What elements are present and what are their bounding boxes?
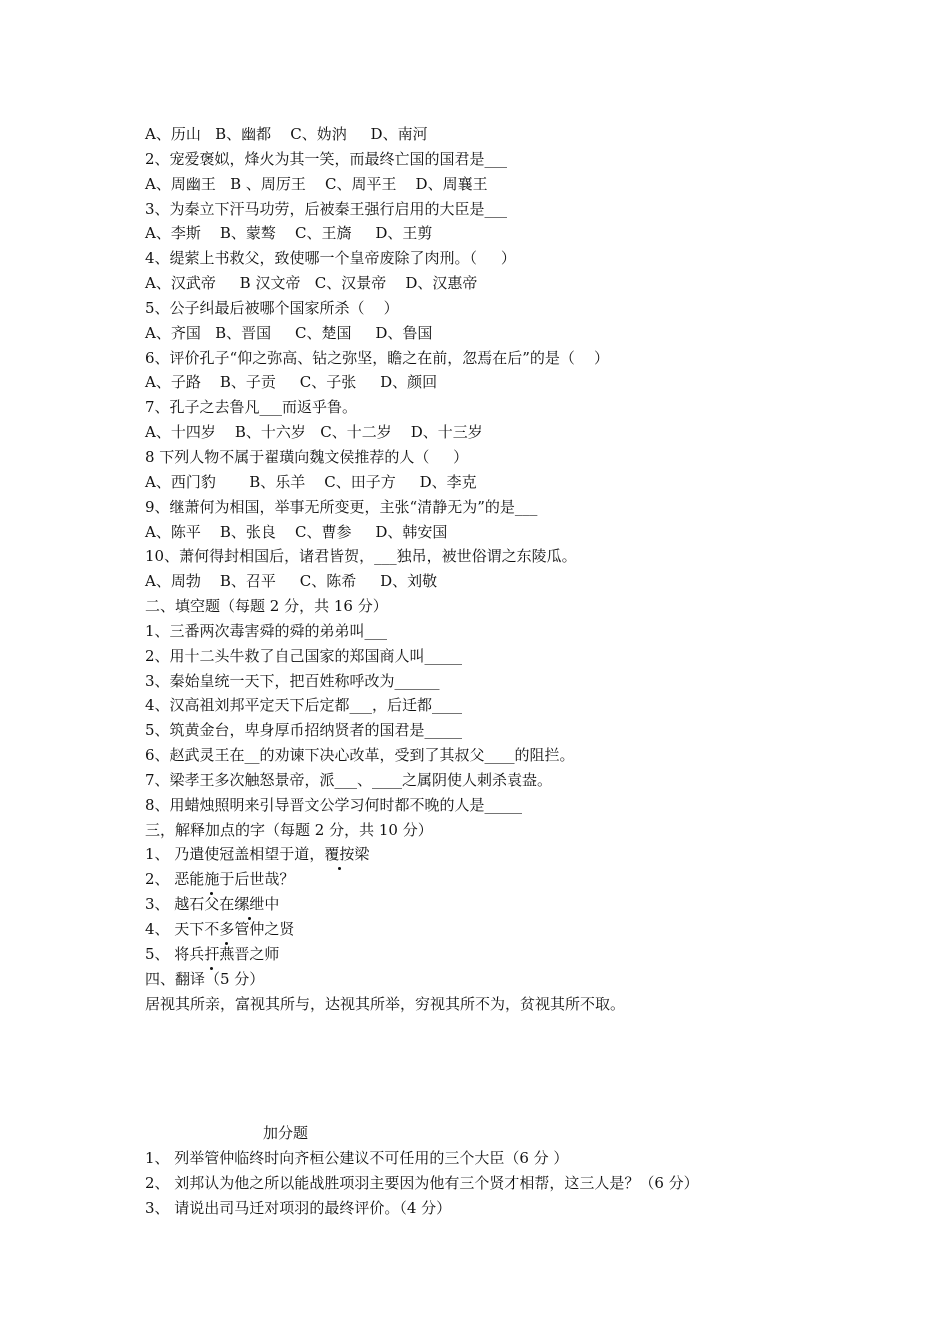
dotted-chars: 施 xyxy=(204,867,219,892)
options-q10: A、周勃 B、召平 C、陈希 D、刘敬 xyxy=(145,572,438,591)
section-heading-translate: 四、翻译（5 分） xyxy=(145,969,265,988)
dotted-chars: 多 xyxy=(219,917,234,942)
answer-space xyxy=(145,1016,905,1120)
options-q1: A、历山 B、幽都 C、妫汭 D、南河 xyxy=(145,125,428,143)
explain-item-5 xyxy=(145,942,905,967)
fill-blank-7: 7、梁孝王多次触怒景帝，派___、____之属阴使人刺杀袁盎。 xyxy=(145,770,553,789)
fill-blank-5: 5、筑黄金台，卑身厚币招纳贤者的国君是_____ xyxy=(145,721,463,740)
question-7: 7、孔子之去鲁凡___而返乎鲁。 xyxy=(145,398,358,417)
options-q7: A、十四岁 B、十六岁 C、十二岁 D、十三岁 xyxy=(145,423,483,442)
question-3: 3、为秦立下汗马功劳，后被秦王强行启用的大臣是___ xyxy=(145,199,508,218)
question-6: 6、评价孔子“仰之弥高、钻之弥坚，瞻之在前，忽焉在后”的是（ ） xyxy=(145,348,609,367)
dotted-chars: 覆按 xyxy=(324,842,354,867)
explain-text: 4、 天下不 xyxy=(145,920,220,938)
fill-blank-2: 2、用十二头牛救了自己国家的郑国商人叫_____ xyxy=(145,646,463,665)
fill-blank-1: 1、三番两次毒害舜的舜的弟弟叫___ xyxy=(145,621,388,640)
explain-text: 梁 xyxy=(354,845,370,864)
explain-text: 5、 将兵 xyxy=(145,944,205,963)
explain-text: 3、 越石父在 xyxy=(145,895,235,914)
explain-text: 燕晋之师 xyxy=(219,944,280,963)
bonus-heading: 加分题 xyxy=(263,1124,309,1143)
explain-item-3 xyxy=(145,892,905,917)
dotted-chars: 缧绁 xyxy=(234,892,264,917)
question-8: 8 下列人物不属于翟璜向魏文侯推荐的人（ ） xyxy=(145,447,469,466)
explain-text: 管仲之贤 xyxy=(234,920,295,938)
options-q2: A、周幽王 B 、周厉王 C、周平王 D、周襄王 xyxy=(145,174,488,193)
question-10: 10、萧何得封相国后，诸君皆贺，___独吊，被世俗谓之东陵瓜。 xyxy=(145,547,577,566)
translate-text: 居视其所亲，富视其所与，达视其所举，穷视其所不为，贫视其所不取。 xyxy=(145,994,626,1013)
explain-text: 于后世哉？ xyxy=(219,870,295,889)
explain-item-4 xyxy=(145,917,905,942)
bonus-item-1: 1、 列举管仲临终时向齐桓公建议不可任用的三个大臣（6 分 ） xyxy=(145,1149,569,1168)
explain-text: 1、 乃遣使冠盖相望于道， xyxy=(145,845,325,864)
question-9: 9、继萧何为相国，举事无所变更，主张“清静无为”的是___ xyxy=(145,497,538,516)
options-q5: A、齐国 B、晋国 C、楚国 D、鲁国 xyxy=(145,323,433,342)
options-q3: A、李斯 B、蒙骜 C、王旖 D、王剪 xyxy=(145,224,433,243)
question-4: 4、缇萦上书救父，致使哪一个皇帝废除了肉刑。（ ） xyxy=(145,249,516,268)
section-heading-fill-blank: 二、填空题（每题 2 分，共 16 分） xyxy=(145,597,388,616)
fill-blank-8: 8、用蜡烛照明来引导晋文公学习何时都不晚的人是_____ xyxy=(145,795,523,814)
explain-item-1 xyxy=(145,842,905,867)
options-q6: A、子路 B、子贡 C、子张 D、颜回 xyxy=(145,373,438,392)
options-q9: A、陈平 B、张良 C、曹参 D、韩安国 xyxy=(145,522,448,541)
fill-blank-3: 3、秦始皇统一天下，把百姓称呼改为______ xyxy=(145,671,440,690)
explain-text: 2、 恶能 xyxy=(145,870,205,889)
bonus-item-3: 3、 请说出司马迁对项羽的最终评价。（4 分） xyxy=(145,1199,452,1218)
fill-blank-6: 6、赵武灵王在__的劝谏下决心改革，受到了其叔父____的阻拦。 xyxy=(145,746,575,765)
exam-page xyxy=(145,122,905,1221)
options-q4: A、汉武帝 B 汉文帝 C、汉景帝 D、汉惠帝 xyxy=(145,274,478,293)
question-5: 5、公子纠最后被哪个国家所杀（ ） xyxy=(145,298,399,317)
section-heading-explain: 三，解释加点的字（每题 2 分，共 10 分） xyxy=(145,820,433,839)
bonus-item-2: 2、 刘邦认为他之所以能战胜项羽主要因为他有三个贤才相帮，这三人是？（6 分） xyxy=(145,1174,699,1193)
explain-item-2 xyxy=(145,867,905,892)
dotted-chars: 扞 xyxy=(204,942,219,967)
fill-blank-4: 4、汉高祖刘邦平定天下后定都___，后迁都____ xyxy=(145,696,463,715)
options-q8: A、西门豹 B、乐羊 C、田子方 D、李克 xyxy=(145,472,477,491)
question-2: 2、宠爱褒姒，烽火为其一笑，而最终亡国的国君是___ xyxy=(145,149,508,168)
explain-text: 中 xyxy=(264,895,280,914)
